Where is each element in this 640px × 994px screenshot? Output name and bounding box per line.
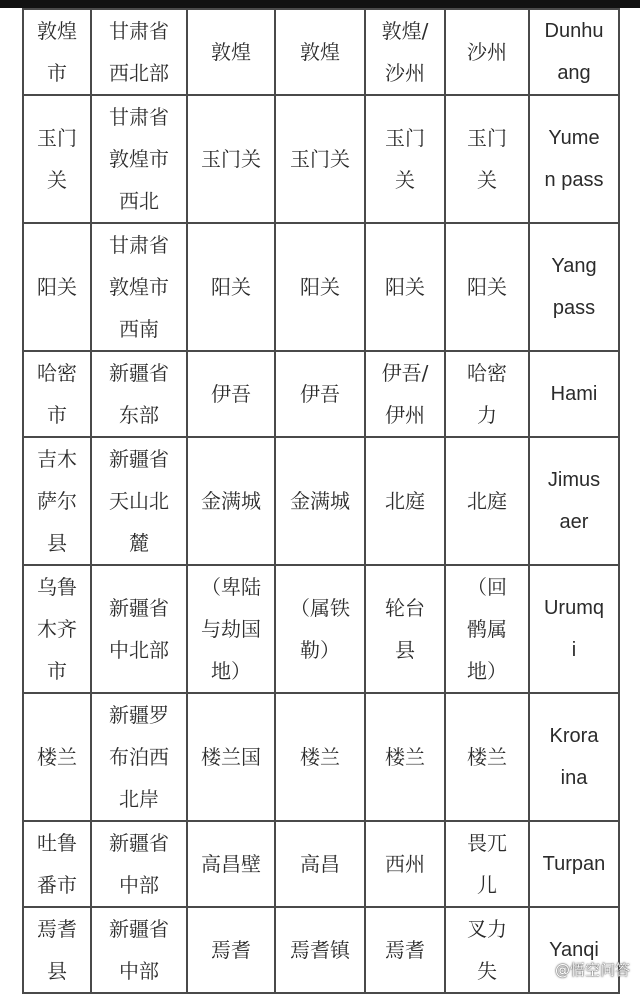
table-cell-english: Jimus aer xyxy=(529,437,619,565)
table-cell: 新疆省 东部 xyxy=(91,351,187,437)
table-cell: 金满城 xyxy=(187,437,275,565)
table-cell: 玉门关 xyxy=(275,95,365,223)
table-cell: 玉门 关 xyxy=(445,95,529,223)
table-cell: 新疆省 中部 xyxy=(91,907,187,993)
table-cell: 玉门 关 xyxy=(365,95,445,223)
table-cell: 甘肃省 西北部 xyxy=(91,9,187,95)
table-cell: 楼兰 xyxy=(275,693,365,821)
table-row xyxy=(23,693,619,821)
table-cell: 楼兰 xyxy=(445,693,529,821)
table-cell: 玉门 关 xyxy=(23,95,91,223)
table-cell: （回 鹘属 地） xyxy=(445,565,529,693)
table-cell: 哈密 力 xyxy=(445,351,529,437)
table-cell: 伊吾 xyxy=(187,351,275,437)
table-cell: 吐鲁 番市 xyxy=(23,821,91,907)
table-cell: 敦煌 xyxy=(275,9,365,95)
table-cell-english: Yume n pass xyxy=(529,95,619,223)
table-cell: 楼兰 xyxy=(23,693,91,821)
table-cell: 高昌 xyxy=(275,821,365,907)
table-cell: 焉耆 xyxy=(365,907,445,993)
table-cell: 西州 xyxy=(365,821,445,907)
table-cell-english: Yanqi xyxy=(529,907,619,993)
table-cell: 乌鲁 木齐 市 xyxy=(23,565,91,693)
top-edge-bar xyxy=(0,0,640,8)
table-cell: 畏兀 儿 xyxy=(445,821,529,907)
table-cell: 甘肃省 敦煌市 西南 xyxy=(91,223,187,351)
table-cell: 阳关 xyxy=(23,223,91,351)
table-cell: 沙州 xyxy=(445,9,529,95)
table-cell: 高昌壁 xyxy=(187,821,275,907)
table-cell: 楼兰国 xyxy=(187,693,275,821)
table-row xyxy=(23,9,619,95)
table-row xyxy=(23,437,619,565)
table-cell: 北庭 xyxy=(365,437,445,565)
table-cell: 阳关 xyxy=(187,223,275,351)
table-cell: 玉门关 xyxy=(187,95,275,223)
table-cell: （卑陆 与劫国 地） xyxy=(187,565,275,693)
table-cell: 敦煌/ 沙州 xyxy=(365,9,445,95)
table-cell-english: Hami xyxy=(529,351,619,437)
table-cell: 敦煌 市 xyxy=(23,9,91,95)
table-cell: 阳关 xyxy=(445,223,529,351)
table-cell-english: Dunhu ang xyxy=(529,9,619,95)
table-cell: 金满城 xyxy=(275,437,365,565)
table-row xyxy=(23,223,619,351)
table-cell: 敦煌 xyxy=(187,9,275,95)
table-cell: 焉耆镇 xyxy=(275,907,365,993)
table-cell: 新疆省 中北部 xyxy=(91,565,187,693)
table-cell: 伊吾 xyxy=(275,351,365,437)
table-cell: 新疆罗 布泊西 北岸 xyxy=(91,693,187,821)
place-name-table xyxy=(22,8,620,994)
table-cell: 叉力 失 xyxy=(445,907,529,993)
table-cell: 新疆省 中部 xyxy=(91,821,187,907)
table-cell: （属铁 勒） xyxy=(275,565,365,693)
table-cell: 北庭 xyxy=(445,437,529,565)
table-cell: 甘肃省 敦煌市 西北 xyxy=(91,95,187,223)
table-cell-english: Krora ina xyxy=(529,693,619,821)
table-cell: 阳关 xyxy=(365,223,445,351)
table-cell: 新疆省 天山北 麓 xyxy=(91,437,187,565)
table-cell: 阳关 xyxy=(275,223,365,351)
table-row xyxy=(23,95,619,223)
table-cell: 吉木 萨尔 县 xyxy=(23,437,91,565)
table-cell-english: Urumq i xyxy=(529,565,619,693)
table-cell: 轮台 县 xyxy=(365,565,445,693)
watermark: @悟空问答 xyxy=(554,961,630,979)
table-row xyxy=(23,565,619,693)
table-cell: 楼兰 xyxy=(365,693,445,821)
table-row xyxy=(23,351,619,437)
table-cell-english: Yang pass xyxy=(529,223,619,351)
table-row xyxy=(23,821,619,907)
table-row xyxy=(23,907,619,993)
table-cell: 哈密 市 xyxy=(23,351,91,437)
table-cell: 焉耆 县 xyxy=(23,907,91,993)
table-cell: 焉耆 xyxy=(187,907,275,993)
table-cell: 伊吾/ 伊州 xyxy=(365,351,445,437)
table-cell-english: Turpan xyxy=(529,821,619,907)
